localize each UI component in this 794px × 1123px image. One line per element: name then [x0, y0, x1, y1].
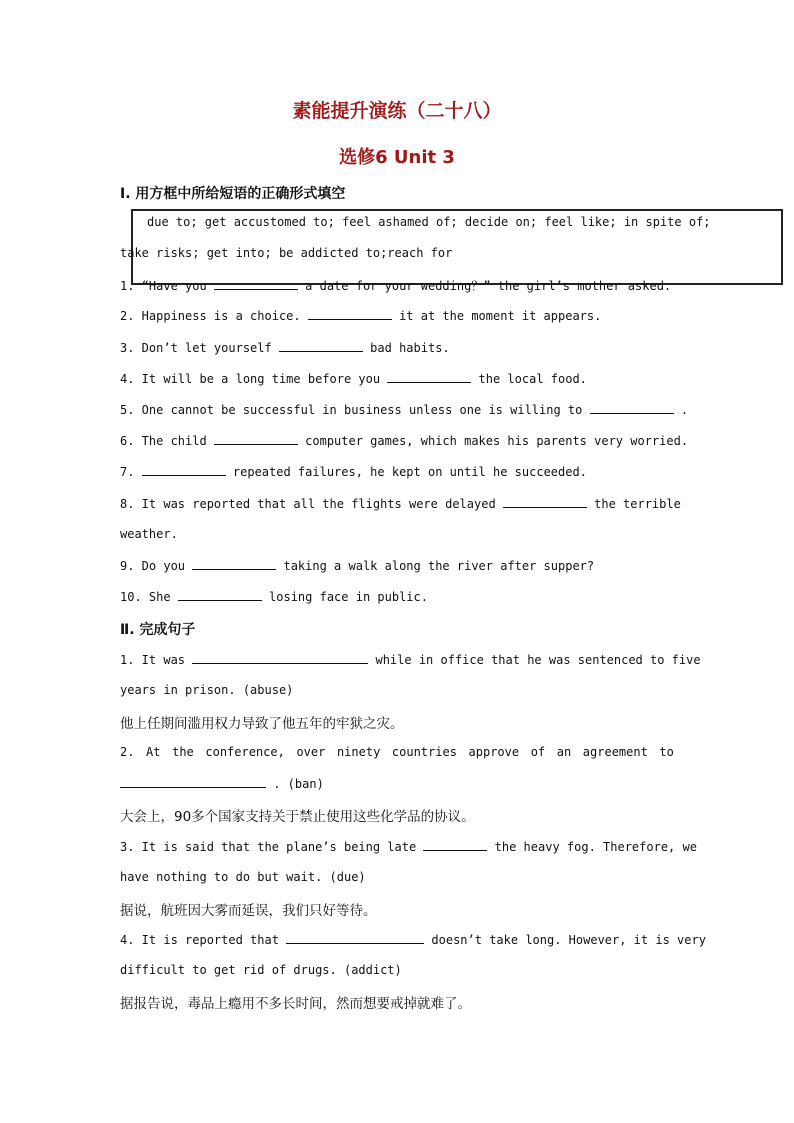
item-9: 9. Do you taking a walk along the river after supper?	[120, 559, 595, 573]
answer-blank[interactable]	[279, 340, 363, 352]
sentence-1: 1. It was while in office that he was sentenced to five	[120, 653, 701, 667]
item-2: 2. Happiness is a choice. it at the moment it appears.	[120, 309, 602, 323]
sentence-2-justified: 2. At the conference, over ninety countries approve of an agreement to	[120, 745, 674, 759]
sentence-2-continued: . (ban)	[120, 776, 324, 791]
answer-blank[interactable]	[286, 932, 424, 944]
sentence-4-translation: 据报告说，毒品上瘾用不多长时间，然而想要戒掉就难了。	[120, 996, 471, 1012]
sentence-4-continued: difficult to get rid of drugs. (addict)	[120, 963, 402, 977]
item-7: 7. repeated failures, he kept on until he succeeded.	[120, 465, 587, 479]
item-6: 6. The child computer games, which makes his parents very worried.	[120, 434, 689, 448]
phrase-box-line2: take risks; get into; be addicted to;reach for	[120, 246, 453, 260]
item-5: 5. One cannot be successful in business unless one is willing to .	[120, 403, 689, 417]
phrase-box-line1: due to; get accustomed to; feel ashamed of; decide on; feel like; in spite of;	[147, 215, 711, 229]
item-4: 4. It will be a long time before you the local food.	[120, 372, 587, 386]
sentence-3-translation: 据说，航班因大雾而延误，我们只好等待。	[120, 903, 377, 919]
sentence-4: 4. It is reported that doesn’t take long. However, it is very	[120, 933, 706, 947]
sentence-2-translation: 大会上，90多个国家支持关于禁止使用这些化学品的协议。	[120, 809, 475, 825]
sentence-3-continued: have nothing to do but wait. (due)	[120, 870, 366, 884]
answer-blank[interactable]	[178, 589, 262, 601]
item-10: 10. She losing face in public.	[120, 590, 428, 604]
answer-blank[interactable]	[214, 278, 298, 290]
answer-blank[interactable]	[503, 496, 587, 508]
answer-blank[interactable]	[142, 464, 226, 476]
answer-blank[interactable]	[192, 652, 368, 664]
answer-blank[interactable]	[308, 308, 392, 320]
sentence-3: 3. It is said that the plane’s being late the heavy fog. Therefore, we	[120, 840, 697, 854]
item-1: 1. “Have you a date for your wedding？” the girl’s mother asked.	[120, 279, 672, 293]
answer-blank[interactable]	[387, 371, 471, 383]
sentence-1-translation: 他上任期间滥用权力导致了他五年的牢狱之灾。	[120, 716, 404, 732]
section2-heading: Ⅱ. 完成句子	[120, 622, 196, 638]
sentence-2	[120, 745, 674, 759]
item-3: 3. Don’t let yourself bad habits.	[120, 341, 450, 355]
worksheet-subtitle: 选修6 Unit 3	[339, 147, 455, 168]
answer-blank[interactable]	[192, 558, 276, 570]
answer-blank[interactable]	[590, 402, 674, 414]
section1-heading: Ⅰ. 用方框中所给短语的正确形式填空	[120, 186, 346, 202]
item-8-continued: weather.	[120, 527, 178, 541]
worksheet-title: 素能提升演练（二十八）	[292, 100, 502, 122]
answer-blank[interactable]	[120, 776, 266, 788]
item-8: 8. It was reported that all the flights were delayed the terrible	[120, 497, 681, 511]
answer-blank[interactable]	[423, 839, 487, 851]
answer-blank[interactable]	[214, 433, 298, 445]
sentence-1-continued: years in prison. (abuse)	[120, 683, 294, 697]
